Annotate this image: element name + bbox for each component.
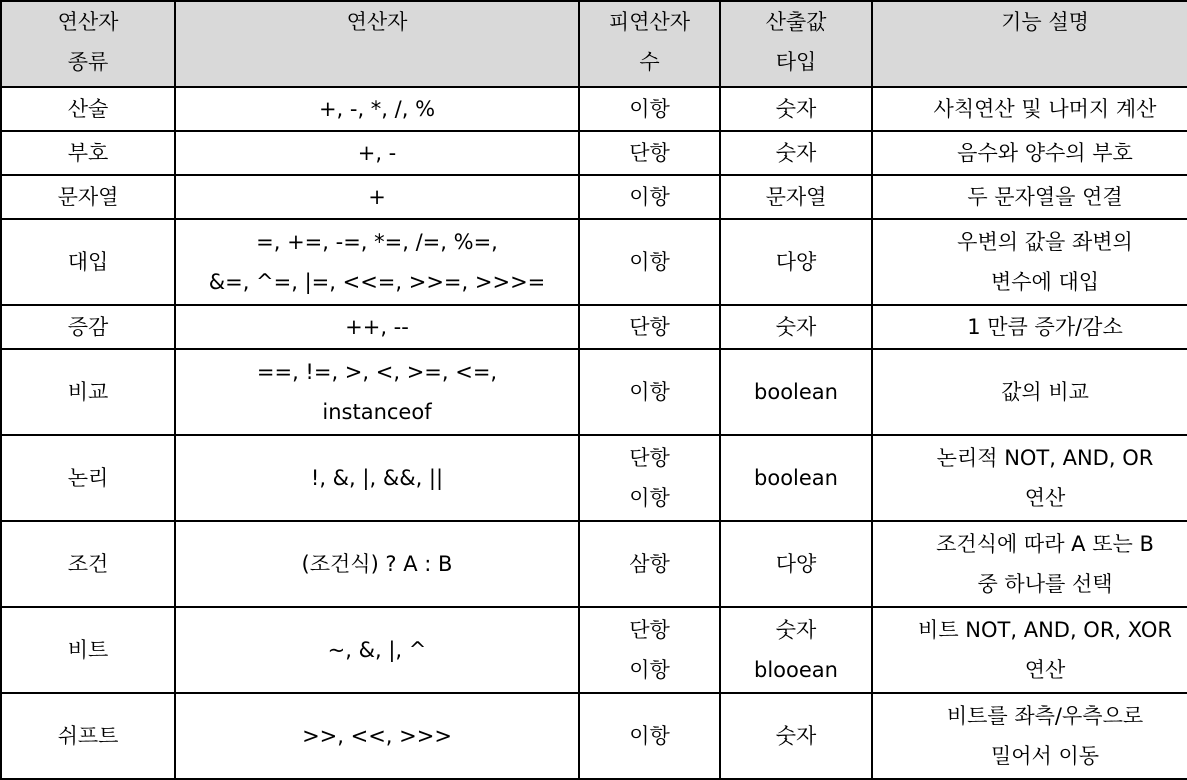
cell-type: 문자열 [1,175,175,219]
cell-operators: +, -, *, /, % [175,87,579,131]
table-row [1,521,1187,607]
table-row [1,219,1187,305]
cell-operands: 삼항 [579,521,720,607]
cell-desc: 음수와 양수의 부호 [872,131,1187,175]
cell-desc: 1 만큼 증가/감소 [872,305,1187,349]
cell-result: 숫자 blooean [720,607,872,693]
table-row [1,175,1187,219]
table-body [1,87,1187,779]
cell-operands: 이항 [579,175,720,219]
cell-desc: 값의 비교 [872,349,1187,435]
cell-operators: ==, !=, >, <, >=, <=, instanceof [175,349,579,435]
cell-result: 숫자 [720,305,872,349]
header-operators: 연산자 [175,1,579,87]
cell-operands: 이항 [579,693,720,779]
cell-type: 조건 [1,521,175,607]
table-row [1,305,1187,349]
cell-result: boolean [720,435,872,521]
cell-desc: 사칙연산 및 나머지 계산 [872,87,1187,131]
table-header [1,1,1187,87]
cell-operators: +, - [175,131,579,175]
cell-result: 다양 [720,219,872,305]
cell-result: 숫자 [720,693,872,779]
table-row [1,87,1187,131]
cell-desc: 비트를 좌측/우측으로 밀어서 이동 [872,693,1187,779]
cell-result: 문자열 [720,175,872,219]
table-row [1,435,1187,521]
cell-type: 비교 [1,349,175,435]
header-desc: 기능 설명 [872,1,1187,87]
cell-operators: ~, &, |, ^ [175,607,579,693]
cell-operators: >>, <<, >>> [175,693,579,779]
cell-operands: 이항 [579,87,720,131]
cell-operators: =, +=, -=, *=, /=, %=, &=, ^=, |=, <<=, >>=, >>>= [175,219,579,305]
cell-result: 숫자 [720,131,872,175]
cell-result: boolean [720,349,872,435]
table-row [1,131,1187,175]
cell-operands: 단항 [579,131,720,175]
header-result: 산출값 타입 [720,1,872,87]
cell-operands: 이항 [579,349,720,435]
cell-desc: 우변의 값을 좌변의 변수에 대입 [872,219,1187,305]
cell-operands: 단항 [579,305,720,349]
cell-result: 다양 [720,521,872,607]
cell-type: 쉬프트 [1,693,175,779]
cell-type: 부호 [1,131,175,175]
cell-type: 비트 [1,607,175,693]
cell-operands: 이항 [579,219,720,305]
cell-operands: 단항 이항 [579,607,720,693]
cell-type: 논리 [1,435,175,521]
cell-type: 대입 [1,219,175,305]
cell-desc: 조건식에 따라 A 또는 B 중 하나를 선택 [872,521,1187,607]
table-row [1,607,1187,693]
cell-type: 증감 [1,305,175,349]
header-operands: 피연산자 수 [579,1,720,87]
cell-operators: ++, -- [175,305,579,349]
cell-desc: 비트 NOT, AND, OR, XOR 연산 [872,607,1187,693]
cell-desc: 논리적 NOT, AND, OR 연산 [872,435,1187,521]
table-row [1,693,1187,779]
cell-result: 숫자 [720,87,872,131]
cell-operators: (조건식) ? A : B [175,521,579,607]
header-type: 연산자 종류 [1,1,175,87]
header-row [1,1,1187,87]
cell-desc: 두 문자열을 연결 [872,175,1187,219]
cell-type: 산술 [1,87,175,131]
cell-operators: + [175,175,579,219]
table-row [1,349,1187,435]
cell-operators: !, &, |, &&, || [175,435,579,521]
cell-operands: 단항 이항 [579,435,720,521]
